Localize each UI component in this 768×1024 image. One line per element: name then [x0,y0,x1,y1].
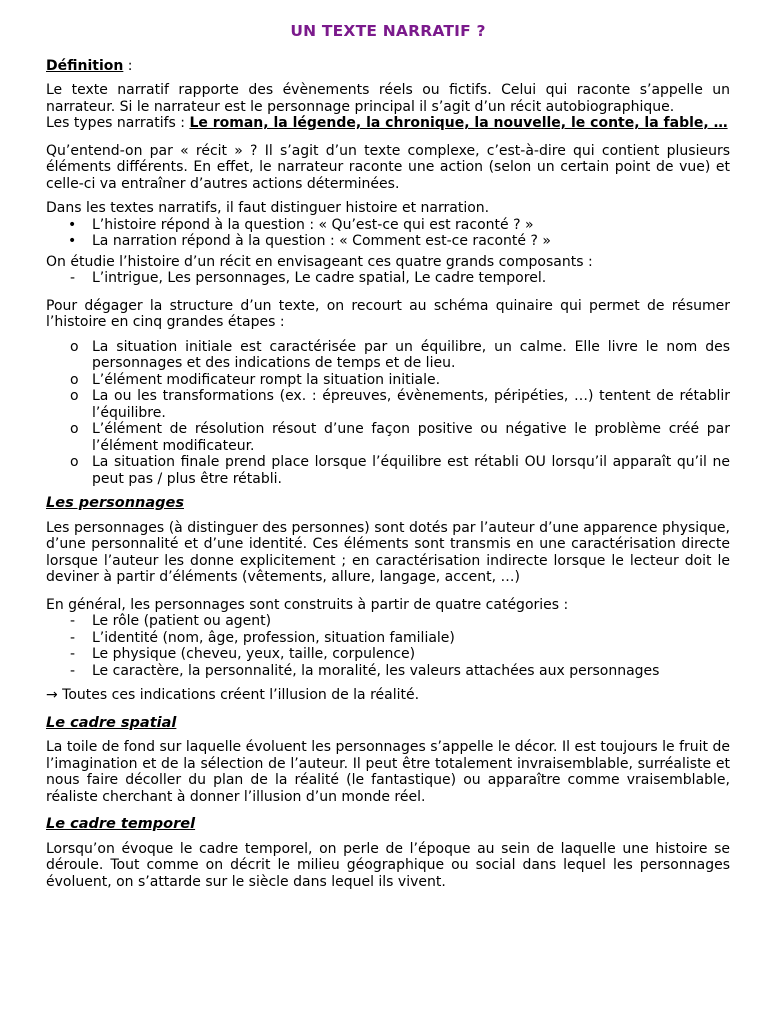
list-item: o L’élément modificateur rompt la situation initiale. [46,372,730,389]
list-item: o La situation initiale est caractérisée par un équilibre, un calme. Elle livre le nom des personnages et des indications de temps et de lieu. [46,339,730,372]
document-title: UN TEXTE NARRATIF ? [290,22,486,40]
narrative-types-label: Les types narratifs : [46,115,190,131]
list-item: • La narration répond à la question : « Comment est-ce raconté ? » [46,233,730,250]
list-item: - Le rôle (patient ou agent) [46,613,730,630]
schema-quinaire-paragraph: Pour dégager la structure d’un texte, on recourt au schéma quinaire qui permet de résumer l’histoire en cinq grandes étapes : [46,297,730,330]
narrative-types-line [46,115,730,132]
list-item: - L’identité (nom, âge, profession, situation familiale) [46,630,730,647]
document-page [46,23,730,890]
list-item: o La situation finale prend place lorsque l’équilibre est rétabli OU lorsqu’il apparaît qu’il ne peut pas / plus être rétabli. [46,454,730,487]
list-item: - Le caractère, la personnalité, la moralité, les valeurs attachées aux personnages [46,663,730,680]
definition-heading-line [46,58,730,75]
spatial-paragraph: La toile de fond sur laquelle évoluent les personnages s’appelle le décor. Il est toujours le fruit de l’imagination et de la sélection de l’auteur. Il peut être totalement invraisemblable, surréaliste et nous faire décoller du plan de la réalité (le fantastique) ou apparaître comme vraisemblable, réaliste cherchant à donner l’illusion d’un monde réel. [46,739,730,805]
components-paragraph: On étudie l’histoire d’un récit en envisageant ces quatre grands composants : [46,253,593,270]
temporel-heading-line [46,816,730,833]
list-item: - L’intrigue, Les personnages, Le cadre spatial, Le cadre temporel. [46,270,730,287]
personnages-heading: Les personnages [46,495,184,511]
temporel-heading: Le cadre temporel [46,816,196,832]
temporel-paragraph: Lorsqu’on évoque le cadre temporel, on perle de l’époque au sein de laquelle une histoire se déroule. Tout comme on décrit le milieu géographique ou social dans lequel les personnages évoluent, on s’attarde sur le siècle dans lequel ils vivent. [46,840,730,890]
definition-paragraph: Le texte narratif rapporte des évènements réels ou fictifs. Celui qui raconte s’appelle un narrateur. Si le narrateur est le personnage principal il s’agit d’un récit autobiographique. [46,82,730,115]
spatial-heading: Le cadre spatial [46,714,177,731]
definition-heading: Définition [46,57,124,74]
categories-list [46,613,730,679]
narrative-types-list: Le roman, la légende, la chronique, la nouvelle, le conte, la fable, … [189,115,728,131]
recit-paragraph: Qu’entend-on par « récit » ? Il s’agit d’un texte complexe, c’est-à-dire qui contient plusieurs éléments différents. En effet, le narrateur raconte une action (selon un certain point de vue) et celle-ci va entraîner d’autres actions déterminées. [46,142,730,192]
personnages-paragraph: Les personnages (à distinguer des personnes) sont dotés par l’auteur d’une apparence physique, d’une personnalité et d’une identité. Ces éléments sont transmis en une caractérisation directe lorsque l’auteur les donne explicitement ; en caractérisation indirecte lorsque le lecteur doit le deviner à partir d’éléments (vêtements, allure, langage, accent, …) [46,519,730,585]
definition-heading-colon: : [123,57,133,74]
personnages-heading-line [46,495,730,512]
list-item: • L’histoire répond à la question : « Qu’est-ce qui est raconté ? » [46,217,730,234]
schema-quinaire-list [46,339,730,488]
list-item: - Le physique (cheveu, yeux, taille, corpulence) [46,646,730,663]
list-item: o La ou les transformations (ex. : épreuves, évènements, péripéties, …) tentent de rétablir l’équilibre. [46,388,730,421]
histoire-narration-paragraph: Dans les textes narratifs, il faut distinguer histoire et narration. [46,200,490,216]
components-list [46,270,730,287]
categories-paragraph: En général, les personnages sont construits à partir de quatre catégories : [46,596,569,613]
personnages-conclusion: → Toutes ces indications créent l’illusion de la réalité. [46,687,420,703]
histoire-narration-list [46,217,730,250]
list-item: o L’élément de résolution résout d’une façon positive ou négative le problème créé par l’élément modificateur. [46,421,730,454]
spatial-heading-line [46,715,730,732]
